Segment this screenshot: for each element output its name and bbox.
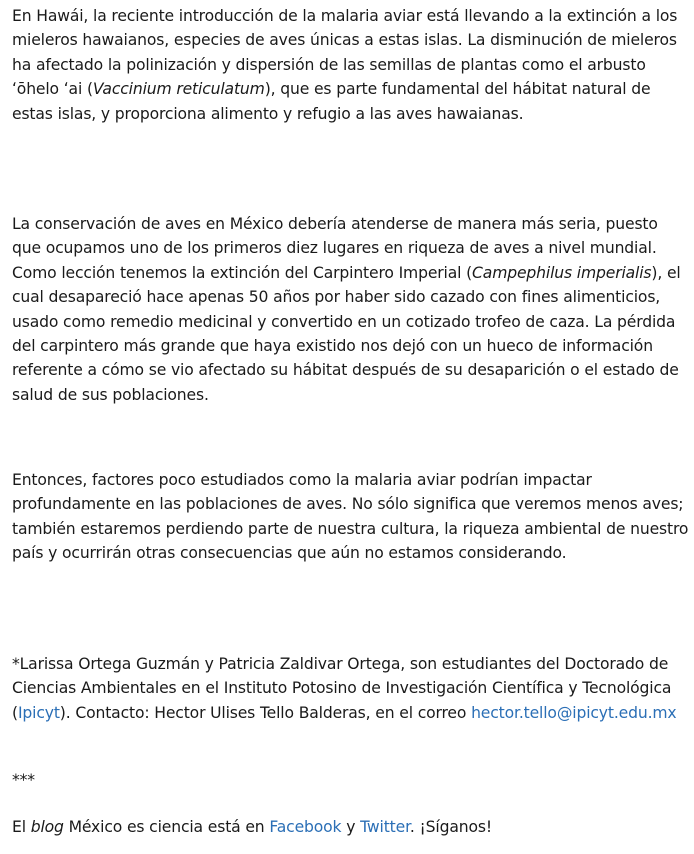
email-link[interactable]: hector.tello@ipicyt.edu.mx	[471, 703, 677, 722]
authors-note-text: *Larissa Ortega Guzmán y Patricia Zaldivar Ortega, son estudiantes del Doctorado de Ciencias Ambientales en el Instituto Potosino de Investigación Científica y Tecnológica (	[12, 655, 672, 722]
paragraph-conclusion	[12, 468, 690, 566]
paragraph-text: ), que es parte fundamental del hábitat natural de estas islas, y proporciona alimento y refugio a las aves hawaianas.	[12, 80, 651, 123]
footer-follow-us	[12, 815, 690, 839]
authors-note-text: ). Contacto: Hector Ulises Tello Balderas, en el correo	[59, 703, 472, 722]
blog-word: blog	[30, 818, 64, 836]
footer-text: El	[12, 818, 31, 836]
species-name-campephilus: Campephilus imperialis	[472, 263, 652, 282]
paragraph-hawaii-malaria	[12, 4, 690, 126]
twitter-link[interactable]: Twitter	[360, 818, 410, 836]
footer-text: y	[341, 818, 361, 836]
authors-note	[12, 652, 690, 725]
paragraph-text: La conservación de aves en México debería atenderse de manera más seria, puesto que ocupamos uno de los primeros diez lugares en riqueza de aves a nivel mundial. Como lección tenemos la extinción del Carpintero Imperial (	[12, 215, 658, 282]
paragraph-text: ), el cual desapareció hace apenas 50 años por haber sido cazado con fines alimenticios, usado como remedio medicinal y convertido en un cotizado trofeo de caza. La pérdida del carpintero más grande que haya existido nos dejó con un hueco de información referente a cómo se vio afectado su hábitat después de su desaparición o el estado de salud de sus poblaciones.	[12, 263, 681, 404]
ipicyt-link[interactable]: Ipicyt	[17, 703, 60, 722]
footer-text: . ¡Síganos!	[409, 818, 492, 836]
paragraph-text: Entonces, factores poco estudiados como la malaria aviar podrían impactar profundamente en las poblaciones de aves. No sólo significa que veremos menos aves; también estaremos perdiendo parte de nuestra cultura, la riqueza ambiental de nuestro país y ocurrirán otras consecuencias que aún no estamos considerando.	[12, 471, 689, 563]
paragraph-text: En Hawái, la reciente introducción de la malaria aviar está llevando a la extinción a los mieleros hawaianos, especies de aves únicas a estas islas. La disminución de mieleros ha afectado la polinización y dispersión de las semillas de plantas como el arbusto ʻōhelo ʻai (	[12, 7, 678, 99]
footer-text: México es ciencia está en	[63, 818, 270, 836]
facebook-link[interactable]: Facebook	[269, 818, 342, 836]
separator: ***	[12, 771, 35, 789]
paragraph-mexico-conservation	[12, 212, 690, 407]
species-name-vaccinium: Vaccinium reticulatum	[92, 80, 265, 99]
